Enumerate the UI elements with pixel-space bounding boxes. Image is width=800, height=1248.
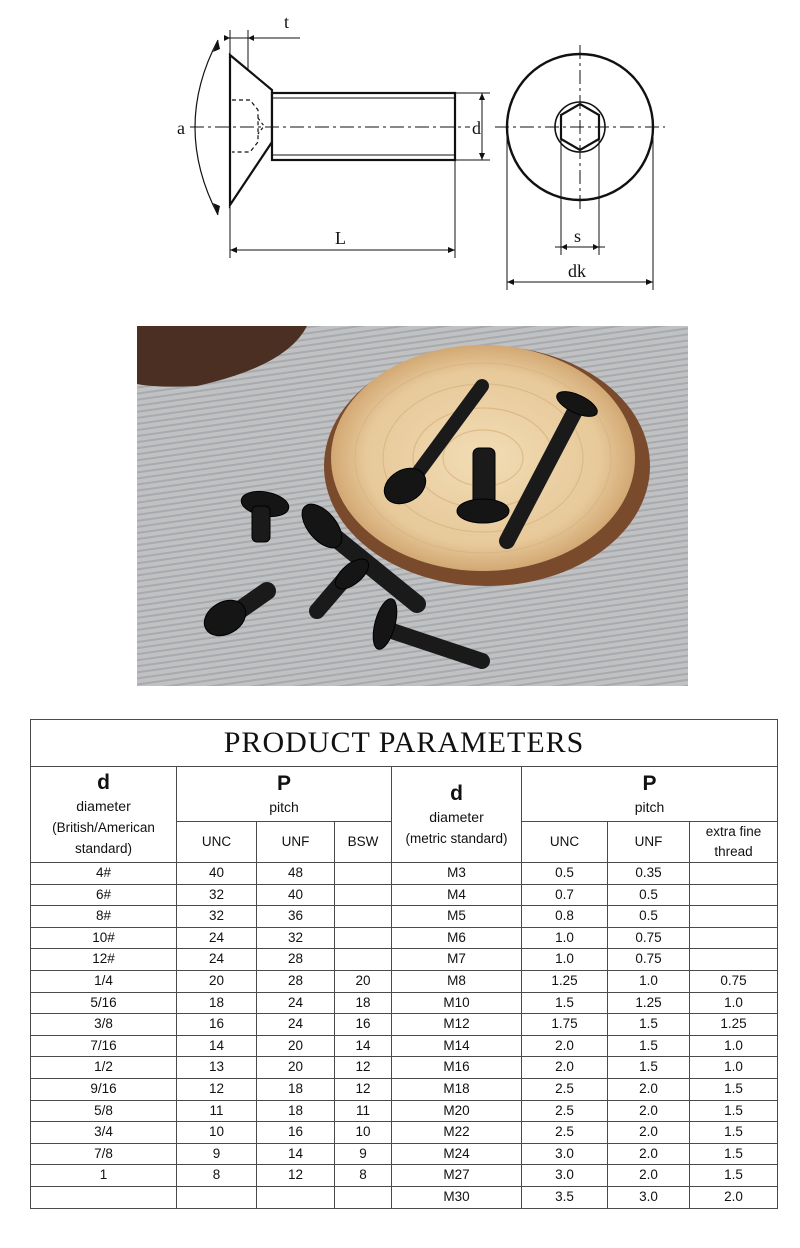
left-p-word: pitch (269, 798, 299, 815)
table-cell: 28 (257, 949, 335, 971)
table-cell: 12 (177, 1078, 257, 1100)
table-cell: 1.5 (690, 1100, 778, 1122)
right-d-standard: (metric standard) (405, 830, 508, 846)
table-cell: 1 (31, 1165, 177, 1187)
table-row (31, 1186, 778, 1208)
table-cell: 0.5 (522, 863, 608, 885)
table-cell: M22 (392, 1122, 522, 1144)
table-cell: 2.0 (608, 1100, 690, 1122)
table-cell (690, 906, 778, 928)
label-a: a (177, 118, 185, 138)
table-row (31, 884, 778, 906)
right-p-word: pitch (634, 798, 665, 815)
table-cell: 24 (177, 927, 257, 949)
table-cell (335, 863, 392, 885)
table-cell: 2.0 (608, 1143, 690, 1165)
table-cell: M18 (392, 1078, 522, 1100)
table-cell: 3/4 (31, 1122, 177, 1144)
table-cell: 2.0 (522, 1057, 608, 1079)
table-cell: 18 (257, 1078, 335, 1100)
table-cell: 8# (31, 906, 177, 928)
table-row (31, 1122, 778, 1144)
table-cell: 3.0 (608, 1186, 690, 1208)
column-header: UNF (257, 822, 335, 863)
table-cell: 5/8 (31, 1100, 177, 1122)
table-cell: 12 (335, 1057, 392, 1079)
table-cell (335, 884, 392, 906)
table-row (31, 1057, 778, 1079)
table-cell: 1/4 (31, 970, 177, 992)
technical-drawing (0, 0, 800, 310)
table-cell: 3.5 (522, 1186, 608, 1208)
table-cell: 0.75 (690, 970, 778, 992)
table-cell: 40 (257, 884, 335, 906)
screws-on-wood-photo (137, 326, 688, 686)
table-cell: 1.25 (608, 992, 690, 1014)
product-parameters-table (30, 719, 778, 1209)
table-cell: M14 (392, 1035, 522, 1057)
table-cell (31, 1186, 177, 1208)
table-cell: 1.5 (608, 1057, 690, 1079)
table-cell: 1.75 (522, 1014, 608, 1036)
table-cell: 14 (177, 1035, 257, 1057)
label-dk: dk (568, 261, 586, 281)
table-cell: 2.0 (608, 1165, 690, 1187)
table-cell: 32 (257, 927, 335, 949)
table-cell: 0.75 (608, 927, 690, 949)
table-cell: 1.25 (522, 970, 608, 992)
table-cell: M6 (392, 927, 522, 949)
table-cell: 16 (257, 1122, 335, 1144)
table-cell: M12 (392, 1014, 522, 1036)
table-row (31, 863, 778, 885)
right-d-word: diameter (429, 808, 484, 825)
table-cell: 24 (177, 949, 257, 971)
column-header: UNC (177, 822, 257, 863)
table-cell: M27 (392, 1165, 522, 1187)
table-cell: 2.0 (522, 1035, 608, 1057)
table-cell: 0.5 (608, 906, 690, 928)
table-cell: 0.5 (608, 884, 690, 906)
label-s: s (574, 226, 582, 246)
table-cell: M8 (392, 970, 522, 992)
table-cell: 20 (257, 1035, 335, 1057)
table-row (31, 1100, 778, 1122)
table-cell: 6# (31, 884, 177, 906)
table-row (31, 1035, 778, 1057)
table-row (31, 1165, 778, 1187)
right-d-symbol: d (450, 781, 463, 805)
table-cell: M24 (392, 1143, 522, 1165)
table-row (31, 1078, 778, 1100)
table-cell: 20 (177, 970, 257, 992)
table-cell: 1.5 (690, 1078, 778, 1100)
table-cell (335, 927, 392, 949)
screw-dimension-diagram (0, 0, 800, 310)
table-cell: 13 (177, 1057, 257, 1079)
table-cell: 10 (177, 1122, 257, 1144)
table-cell: 14 (335, 1035, 392, 1057)
table-cell: 36 (257, 906, 335, 928)
table-cell (690, 927, 778, 949)
product-photo (137, 326, 688, 686)
right-diameter-header (392, 767, 522, 863)
table-cell: 1.0 (522, 949, 608, 971)
table-cell: 32 (177, 884, 257, 906)
table-cell: 16 (177, 1014, 257, 1036)
table-cell: 1.0 (690, 1057, 778, 1079)
table-cell: M30 (392, 1186, 522, 1208)
table-cell: 10 (335, 1122, 392, 1144)
table-cell: M10 (392, 992, 522, 1014)
table-cell: 7/16 (31, 1035, 177, 1057)
table-cell: 2.0 (690, 1186, 778, 1208)
table-cell: 32 (177, 906, 257, 928)
table-cell: 12 (335, 1078, 392, 1100)
table-cell: 0.75 (608, 949, 690, 971)
table-cell: 2.5 (522, 1078, 608, 1100)
label-L: L (335, 228, 346, 248)
right-pitch-header (522, 767, 778, 822)
table-cell: 1/2 (31, 1057, 177, 1079)
table-cell (690, 863, 778, 885)
table-cell: 1.5 (690, 1143, 778, 1165)
table-cell: 48 (257, 863, 335, 885)
table-row (31, 970, 778, 992)
table-cell: 18 (177, 992, 257, 1014)
table-cell: 12# (31, 949, 177, 971)
table-cell: 9 (335, 1143, 392, 1165)
table-cell: 20 (257, 1057, 335, 1079)
table-cell: 3.0 (522, 1143, 608, 1165)
table-cell: 0.35 (608, 863, 690, 885)
table-cell (690, 884, 778, 906)
table-cell: 1.0 (690, 992, 778, 1014)
table-title: PRODUCT PARAMETERS (31, 720, 778, 767)
column-header: UNC (522, 822, 608, 863)
table-cell: 40 (177, 863, 257, 885)
table-cell: 9 (177, 1143, 257, 1165)
table-cell: 12 (257, 1165, 335, 1187)
table-cell: 7/8 (31, 1143, 177, 1165)
table-cell: M16 (392, 1057, 522, 1079)
table-cell: 3/8 (31, 1014, 177, 1036)
table-cell: 16 (335, 1014, 392, 1036)
table-cell: 4# (31, 863, 177, 885)
table-cell (335, 906, 392, 928)
table-cell: 2.5 (522, 1122, 608, 1144)
table-cell: 11 (177, 1100, 257, 1122)
table-row (31, 1143, 778, 1165)
screw-head-side (230, 55, 272, 205)
table-cell: M3 (392, 863, 522, 885)
table-cell: 1.25 (690, 1014, 778, 1036)
table-cell: 18 (257, 1100, 335, 1122)
table-cell (335, 949, 392, 971)
table-cell: 9/16 (31, 1078, 177, 1100)
table-row (31, 927, 778, 949)
table-cell: 0.7 (522, 884, 608, 906)
left-d-word: diameter (76, 798, 131, 814)
label-d: d (472, 118, 481, 138)
table-cell (177, 1186, 257, 1208)
column-header: UNF (608, 822, 690, 863)
table-cell: 3.0 (522, 1165, 608, 1187)
table-cell: 24 (257, 1014, 335, 1036)
table-cell: 1.5 (608, 1035, 690, 1057)
column-header: extra fine thread (690, 822, 778, 863)
table-cell: M5 (392, 906, 522, 928)
table-cell: 2.0 (608, 1078, 690, 1100)
label-t: t (284, 12, 290, 32)
table-cell: 1.0 (608, 970, 690, 992)
table-row (31, 992, 778, 1014)
left-p-symbol: P (276, 771, 291, 795)
table-cell: 10# (31, 927, 177, 949)
table-cell: 0.8 (522, 906, 608, 928)
table-cell: 8 (177, 1165, 257, 1187)
table-cell (690, 949, 778, 971)
table-cell: 1.5 (608, 1014, 690, 1036)
table-cell: 5/16 (31, 992, 177, 1014)
table-cell: 18 (335, 992, 392, 1014)
table-cell: 2.5 (522, 1100, 608, 1122)
table-cell: 24 (257, 992, 335, 1014)
table-cell: 1.5 (522, 992, 608, 1014)
table-cell: 14 (257, 1143, 335, 1165)
table-cell: 20 (335, 970, 392, 992)
table-cell: 1.0 (690, 1035, 778, 1057)
table-cell (335, 1186, 392, 1208)
table-cell: M20 (392, 1100, 522, 1122)
table-cell: 1.5 (690, 1165, 778, 1187)
table-cell: 11 (335, 1100, 392, 1122)
table-cell: 2.0 (608, 1122, 690, 1144)
right-p-symbol: P (642, 771, 657, 795)
table-cell: 28 (257, 970, 335, 992)
table-row (31, 1014, 778, 1036)
column-header: BSW (335, 822, 392, 863)
table-cell: 8 (335, 1165, 392, 1187)
left-d-symbol: d (97, 771, 110, 794)
table-cell: M4 (392, 884, 522, 906)
table-row (31, 949, 778, 971)
table-cell (257, 1186, 335, 1208)
table-cell: M7 (392, 949, 522, 971)
table-row (31, 906, 778, 928)
table-cell: 1.5 (690, 1122, 778, 1144)
left-diameter-header (31, 767, 177, 863)
table-cell: 1.0 (522, 927, 608, 949)
left-pitch-header (177, 767, 392, 822)
left-d-standard: (British/American standard) (52, 820, 155, 856)
